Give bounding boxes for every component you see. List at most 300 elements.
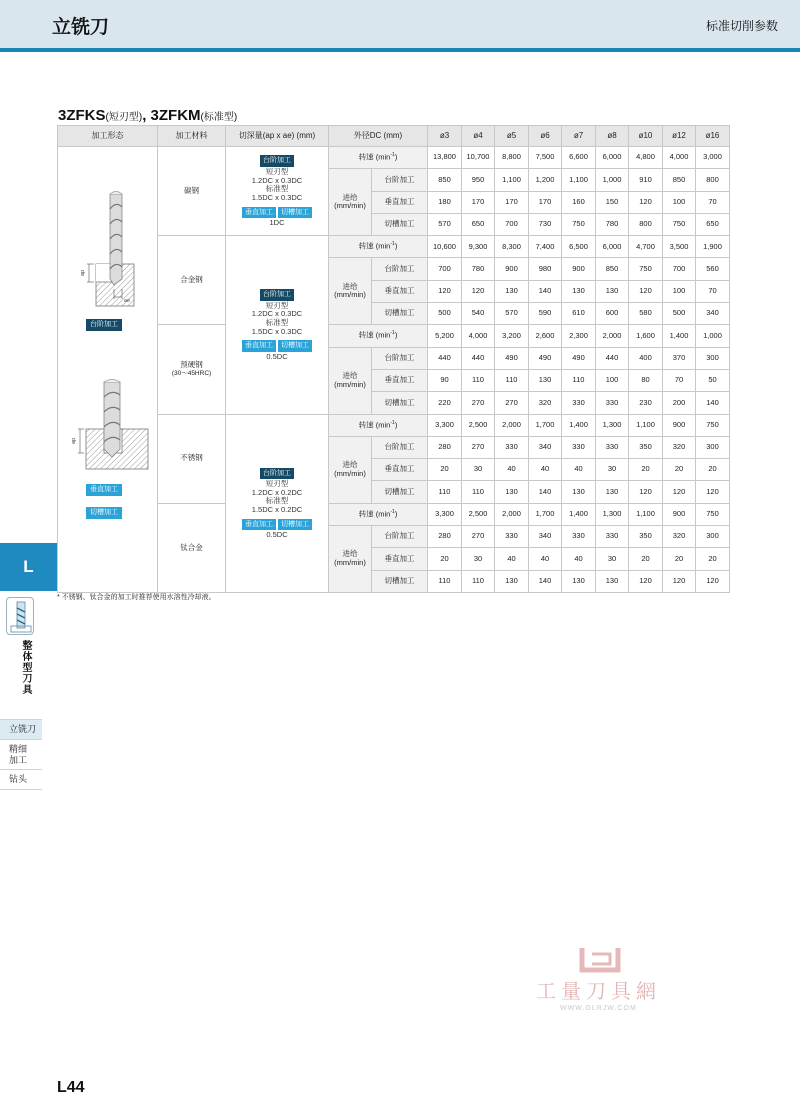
feed-value: 350 bbox=[629, 436, 663, 458]
feed-value: 220 bbox=[428, 392, 462, 414]
page-number: L44 bbox=[57, 1079, 85, 1096]
feed-value: 300 bbox=[696, 347, 730, 369]
feed-type-step: 台阶加工 bbox=[372, 169, 428, 191]
rpm-value: 900 bbox=[663, 414, 696, 436]
feed-type-step: 台阶加工 bbox=[372, 526, 428, 548]
material-name: 合金钢 bbox=[180, 274, 203, 284]
feed-value: 100 bbox=[596, 369, 629, 391]
table-row bbox=[58, 414, 730, 436]
feed-value: 780 bbox=[462, 258, 495, 280]
depth-spec-line: 标准型 bbox=[265, 496, 289, 506]
rpm-label-exponent: -1 bbox=[390, 330, 395, 337]
slot-milling-illustration bbox=[78, 379, 148, 469]
feed-value: 120 bbox=[629, 191, 663, 213]
feed-value: 40 bbox=[529, 548, 562, 570]
depth-tag-slot: 切槽加工 bbox=[278, 519, 312, 531]
feed-value: 150 bbox=[596, 191, 629, 213]
rpm-value: 1,000 bbox=[696, 325, 730, 347]
feed-type-vertical: 垂直加工 bbox=[372, 280, 428, 302]
feed-value: 140 bbox=[529, 280, 562, 302]
feed-value: 170 bbox=[462, 191, 495, 213]
feed-value: 440 bbox=[462, 347, 495, 369]
rpm-value: 9,300 bbox=[462, 236, 495, 258]
product-type-standard: (标准型) bbox=[200, 112, 238, 123]
feed-value: 40 bbox=[495, 548, 529, 570]
feed-value: 330 bbox=[596, 392, 629, 414]
rpm-value: 3,300 bbox=[428, 414, 462, 436]
depth-tag-step: 台阶加工 bbox=[260, 155, 294, 167]
rpm-label-exponent: -1 bbox=[390, 241, 395, 248]
rpm-value: 7,400 bbox=[529, 236, 562, 258]
feed-label bbox=[329, 169, 372, 236]
col-header-shape: 加工形态 bbox=[58, 126, 158, 147]
feed-value: 800 bbox=[696, 169, 730, 191]
feed-value: 80 bbox=[629, 369, 663, 391]
rpm-value: 1,100 bbox=[629, 414, 663, 436]
cutting-depth-cell bbox=[226, 147, 329, 236]
depth-spec-line: 1.5DC x 0.3DC bbox=[251, 192, 303, 202]
rpm-value: 4,000 bbox=[462, 325, 495, 347]
feed-value: 850 bbox=[596, 258, 629, 280]
feed-value: 110 bbox=[428, 481, 462, 503]
rpm-value: 1,700 bbox=[529, 414, 562, 436]
feed-value: 110 bbox=[495, 369, 529, 391]
col-header-size: ø4 bbox=[462, 126, 495, 147]
feed-value: 140 bbox=[529, 570, 562, 592]
feed-value: 330 bbox=[495, 526, 529, 548]
feed-value: 330 bbox=[596, 526, 629, 548]
rpm-value: 8,800 bbox=[495, 147, 529, 169]
feed-value: 20 bbox=[696, 548, 730, 570]
rpm-label-text: 转速 (min bbox=[358, 420, 391, 430]
feed-value: 1,000 bbox=[596, 169, 629, 191]
rpm-value: 3,300 bbox=[428, 503, 462, 525]
rpm-label-exponent: -1 bbox=[390, 152, 395, 159]
depth-spec-line: 1.2DC x 0.3DC bbox=[251, 309, 303, 319]
feed-value: 330 bbox=[596, 436, 629, 458]
depth-tag-step: 台阶加工 bbox=[260, 468, 294, 480]
depth-tag-vertical: 垂直加工 bbox=[242, 519, 276, 531]
rpm-label bbox=[329, 147, 428, 169]
feed-value: 730 bbox=[529, 213, 562, 235]
feed-label bbox=[329, 526, 372, 593]
rpm-value: 2,000 bbox=[596, 325, 629, 347]
product-title bbox=[58, 107, 237, 124]
watermark-url: WWW.GLRJW.COM bbox=[560, 1005, 637, 1012]
feed-label-text: 进给 bbox=[342, 460, 358, 470]
table-row bbox=[58, 325, 730, 347]
feed-value: 1,100 bbox=[562, 169, 596, 191]
rpm-label bbox=[329, 503, 428, 525]
header-bar bbox=[0, 0, 800, 48]
feed-value: 40 bbox=[562, 548, 596, 570]
rpm-label-close: ) bbox=[394, 420, 398, 430]
feed-value: 280 bbox=[428, 526, 462, 548]
feed-value: 850 bbox=[663, 169, 696, 191]
feed-value: 330 bbox=[562, 436, 596, 458]
feed-value: 440 bbox=[596, 347, 629, 369]
feed-type-step: 台阶加工 bbox=[372, 258, 428, 280]
feed-value: 20 bbox=[663, 459, 696, 481]
tag-slot-machining: 切槽加工 bbox=[86, 507, 122, 519]
depth-tag-vertical: 垂直加工 bbox=[242, 340, 276, 352]
depth-spec-line: 1.2DC x 0.2DC bbox=[251, 487, 303, 497]
material-cell bbox=[158, 414, 226, 503]
feed-value: 20 bbox=[629, 548, 663, 570]
feed-type-step: 台阶加工 bbox=[372, 347, 428, 369]
rpm-value: 750 bbox=[696, 414, 730, 436]
feed-value: 180 bbox=[428, 191, 462, 213]
feed-value: 30 bbox=[596, 459, 629, 481]
category-label: 整体型刀具 bbox=[20, 640, 31, 695]
feed-value: 270 bbox=[462, 392, 495, 414]
feed-value: 270 bbox=[495, 392, 529, 414]
feed-value: 120 bbox=[428, 280, 462, 302]
feed-value: 20 bbox=[629, 459, 663, 481]
feed-value: 980 bbox=[529, 258, 562, 280]
feed-type-vertical: 垂直加工 bbox=[372, 369, 428, 391]
feed-value: 120 bbox=[663, 570, 696, 592]
end-mill-illustrations bbox=[58, 149, 158, 590]
feed-value: 130 bbox=[495, 570, 529, 592]
feed-value: 570 bbox=[495, 303, 529, 325]
rpm-value: 2,600 bbox=[529, 325, 562, 347]
cutting-depth-cell bbox=[226, 414, 329, 592]
rpm-value: 4,000 bbox=[663, 147, 696, 169]
feed-value: 130 bbox=[596, 280, 629, 302]
feed-type-vertical: 垂直加工 bbox=[372, 459, 428, 481]
rpm-value: 1,600 bbox=[629, 325, 663, 347]
feed-value: 600 bbox=[596, 303, 629, 325]
feed-type-slot: 切槽加工 bbox=[372, 303, 428, 325]
feed-type-slot: 切槽加工 bbox=[372, 570, 428, 592]
side-menu-item-end-mill[interactable]: 立铣刀 bbox=[0, 719, 42, 740]
rpm-value: 4,700 bbox=[629, 236, 663, 258]
feed-value: 270 bbox=[462, 436, 495, 458]
feed-value: 320 bbox=[663, 526, 696, 548]
col-header-size: ø16 bbox=[696, 126, 730, 147]
feed-value: 30 bbox=[596, 548, 629, 570]
feed-value: 580 bbox=[629, 303, 663, 325]
feed-value: 700 bbox=[428, 258, 462, 280]
rpm-label bbox=[329, 325, 428, 347]
rpm-label bbox=[329, 236, 428, 258]
feed-unit-text: (mm/min) bbox=[334, 201, 366, 211]
depth-spec-line: 标准型 bbox=[265, 318, 289, 328]
table-row bbox=[58, 503, 730, 525]
rpm-value: 1,900 bbox=[696, 236, 730, 258]
feed-value: 40 bbox=[562, 459, 596, 481]
feed-value: 900 bbox=[495, 258, 529, 280]
feed-value: 120 bbox=[696, 570, 730, 592]
depth-spec-line: 短刃型 bbox=[265, 167, 289, 177]
rpm-label-text: 转速 (min bbox=[358, 152, 391, 162]
feed-label bbox=[329, 258, 372, 325]
col-header-size: ø7 bbox=[562, 126, 596, 147]
rpm-value: 2,500 bbox=[462, 503, 495, 525]
rpm-value: 1,400 bbox=[562, 414, 596, 436]
feed-value: 910 bbox=[629, 169, 663, 191]
feed-value: 800 bbox=[629, 213, 663, 235]
feed-unit-text: (mm/min) bbox=[334, 379, 366, 389]
product-separator: , bbox=[142, 107, 151, 124]
feed-type-step: 台阶加工 bbox=[372, 436, 428, 458]
depth-spec-line: 1.5DC x 0.2DC bbox=[251, 505, 303, 515]
side-menu-item-drill[interactable]: 钻头 bbox=[0, 770, 42, 790]
feed-value: 40 bbox=[529, 459, 562, 481]
product-type-short: (短刃型) bbox=[105, 112, 143, 123]
feed-value: 650 bbox=[696, 213, 730, 235]
depth-spec-line: 0.5DC bbox=[266, 530, 288, 540]
feed-value: 340 bbox=[696, 303, 730, 325]
feed-value: 130 bbox=[495, 481, 529, 503]
feed-value: 160 bbox=[562, 191, 596, 213]
feed-value: 20 bbox=[696, 459, 730, 481]
rpm-label-text: 转速 (min bbox=[358, 330, 391, 340]
feed-value: 170 bbox=[495, 191, 529, 213]
cutting-depth-cell bbox=[226, 236, 329, 414]
depth-tag-slot: 切槽加工 bbox=[278, 340, 312, 352]
feed-value: 340 bbox=[529, 526, 562, 548]
rpm-label-close: ) bbox=[394, 241, 398, 251]
rpm-value: 1,100 bbox=[629, 503, 663, 525]
feed-value: 330 bbox=[562, 526, 596, 548]
rpm-value: 13,800 bbox=[428, 147, 462, 169]
feed-value: 370 bbox=[663, 347, 696, 369]
rpm-label-exponent: -1 bbox=[390, 508, 395, 515]
feed-value: 90 bbox=[428, 369, 462, 391]
feed-value: 610 bbox=[562, 303, 596, 325]
material-note: (30～45HRC) bbox=[171, 370, 212, 378]
feed-value: 130 bbox=[529, 369, 562, 391]
feed-unit-text: (mm/min) bbox=[334, 557, 366, 567]
feed-value: 500 bbox=[428, 303, 462, 325]
feed-value: 20 bbox=[428, 459, 462, 481]
depth-spec-line: 短刃型 bbox=[265, 300, 289, 310]
feed-value: 560 bbox=[696, 258, 730, 280]
rpm-label bbox=[329, 414, 428, 436]
feed-value: 280 bbox=[428, 436, 462, 458]
feed-value: 330 bbox=[562, 392, 596, 414]
col-header-diameter: 外径DC (mm) bbox=[329, 126, 428, 147]
depth-spec-line: 标准型 bbox=[265, 184, 289, 194]
feed-value: 40 bbox=[495, 459, 529, 481]
feed-value: 350 bbox=[629, 526, 663, 548]
feed-value: 130 bbox=[562, 481, 596, 503]
footnote: * 不锈钢、钛合金的加工时推荐使用水溶性冷却液。 bbox=[57, 594, 216, 601]
rpm-value: 750 bbox=[696, 503, 730, 525]
feed-value: 70 bbox=[663, 369, 696, 391]
feed-value: 110 bbox=[562, 369, 596, 391]
feed-value: 120 bbox=[663, 481, 696, 503]
feed-label-text: 进给 bbox=[342, 370, 358, 380]
feed-value: 70 bbox=[696, 280, 730, 302]
feed-type-slot: 切槽加工 bbox=[372, 392, 428, 414]
feed-value: 110 bbox=[462, 481, 495, 503]
feed-value: 110 bbox=[462, 570, 495, 592]
feed-label bbox=[329, 436, 372, 503]
feed-label-text: 进给 bbox=[342, 281, 358, 291]
rpm-value: 900 bbox=[663, 503, 696, 525]
header-accent-line bbox=[0, 48, 800, 52]
depth-spec-line: 0.5DC bbox=[266, 352, 288, 361]
depth-spec-line: 短刃型 bbox=[265, 479, 289, 489]
col-header-depth: 切深量(ap x ae) (mm) bbox=[226, 126, 329, 147]
feed-value: 300 bbox=[696, 526, 730, 548]
rpm-value: 6,600 bbox=[562, 147, 596, 169]
feed-value: 100 bbox=[663, 191, 696, 213]
feed-value: 110 bbox=[462, 369, 495, 391]
feed-value: 130 bbox=[596, 570, 629, 592]
rpm-value: 3,200 bbox=[495, 325, 529, 347]
feed-value: 110 bbox=[428, 570, 462, 592]
feed-value: 570 bbox=[428, 213, 462, 235]
feed-value: 320 bbox=[529, 392, 562, 414]
feed-value: 750 bbox=[629, 258, 663, 280]
depth-spec-line: 1.5DC x 0.3DC bbox=[251, 326, 303, 336]
feed-value: 320 bbox=[663, 436, 696, 458]
feed-value: 140 bbox=[696, 392, 730, 414]
depth-spec-line: 1DC bbox=[269, 218, 285, 228]
table-row bbox=[58, 147, 730, 169]
material-name: 钛合金 bbox=[180, 542, 203, 552]
rpm-label-close: ) bbox=[394, 330, 398, 340]
rpm-value: 2,000 bbox=[495, 503, 529, 525]
feed-unit-text: (mm/min) bbox=[334, 468, 366, 478]
shoulder-milling-illustration bbox=[87, 191, 134, 306]
feed-value: 650 bbox=[462, 213, 495, 235]
feed-value: 50 bbox=[696, 369, 730, 391]
feed-value: 1,100 bbox=[495, 169, 529, 191]
feed-value: 130 bbox=[562, 280, 596, 302]
feed-unit-text: (mm/min) bbox=[334, 290, 366, 300]
feed-type-vertical: 垂直加工 bbox=[372, 548, 428, 570]
feed-value: 540 bbox=[462, 303, 495, 325]
rpm-value: 6,000 bbox=[596, 147, 629, 169]
feed-value: 230 bbox=[629, 392, 663, 414]
feed-value: 200 bbox=[663, 392, 696, 414]
material-name: 碳钢 bbox=[184, 185, 199, 195]
depth-spec-line: 1.2DC x 0.3DC bbox=[251, 175, 303, 185]
feed-value: 100 bbox=[663, 280, 696, 302]
rpm-label-close: ) bbox=[394, 509, 398, 519]
feed-value: 170 bbox=[529, 191, 562, 213]
rpm-value: 3,500 bbox=[663, 236, 696, 258]
feed-value: 270 bbox=[462, 526, 495, 548]
feed-value: 400 bbox=[629, 347, 663, 369]
rpm-value: 2,500 bbox=[462, 414, 495, 436]
tag-vertical-machining: 垂直加工 bbox=[86, 484, 122, 496]
feed-value: 590 bbox=[529, 303, 562, 325]
material-cell bbox=[158, 503, 226, 592]
feed-value: 20 bbox=[663, 548, 696, 570]
feed-label-text: 进给 bbox=[342, 192, 358, 202]
feed-value: 750 bbox=[663, 213, 696, 235]
feed-value: 700 bbox=[495, 213, 529, 235]
col-header-size: ø3 bbox=[428, 126, 462, 147]
section-title: 标准切削参数 bbox=[705, 19, 778, 33]
feed-value: 750 bbox=[562, 213, 596, 235]
rpm-value: 10,600 bbox=[428, 236, 462, 258]
col-header-size: ø10 bbox=[629, 126, 663, 147]
tag-step-machining: 台阶加工 bbox=[86, 319, 122, 331]
feed-value: 440 bbox=[428, 347, 462, 369]
material-cell bbox=[158, 236, 226, 325]
feed-value: 1,200 bbox=[529, 169, 562, 191]
feed-value: 780 bbox=[596, 213, 629, 235]
material-cell bbox=[158, 325, 226, 414]
ap-label-lower: ap bbox=[71, 437, 77, 444]
depth-tag-step: 台阶加工 bbox=[260, 289, 294, 301]
feed-value: 900 bbox=[562, 258, 596, 280]
table-row bbox=[58, 236, 730, 258]
feed-value: 490 bbox=[562, 347, 596, 369]
feed-value: 700 bbox=[663, 258, 696, 280]
col-header-size: ø12 bbox=[663, 126, 696, 147]
watermark-text: 工量刀具網 bbox=[536, 979, 661, 1003]
feed-value: 340 bbox=[529, 436, 562, 458]
rpm-value: 1,700 bbox=[529, 503, 562, 525]
rpm-value: 8,300 bbox=[495, 236, 529, 258]
feed-value: 130 bbox=[495, 280, 529, 302]
material-name: 预硬钢 bbox=[180, 360, 203, 370]
depth-tag-vertical: 垂直加工 bbox=[242, 207, 276, 219]
feed-value: 20 bbox=[428, 548, 462, 570]
rpm-value: 1,300 bbox=[596, 414, 629, 436]
feed-value: 300 bbox=[696, 436, 730, 458]
col-header-material: 加工材料 bbox=[158, 126, 226, 147]
col-header-size: ø5 bbox=[495, 126, 529, 147]
feed-value: 330 bbox=[495, 436, 529, 458]
feed-value: 130 bbox=[562, 570, 596, 592]
feed-type-vertical: 垂直加工 bbox=[372, 191, 428, 213]
feed-label-text: 进给 bbox=[342, 549, 358, 559]
side-menu bbox=[0, 719, 42, 790]
rpm-label-exponent: -1 bbox=[390, 419, 395, 426]
feed-value: 850 bbox=[428, 169, 462, 191]
feed-value: 950 bbox=[462, 169, 495, 191]
cutting-parameters-table bbox=[57, 125, 730, 593]
feed-value: 490 bbox=[529, 347, 562, 369]
rpm-value: 1,300 bbox=[596, 503, 629, 525]
feed-value: 120 bbox=[462, 280, 495, 302]
page-title: 立铣刀 bbox=[52, 17, 110, 38]
feed-value: 500 bbox=[663, 303, 696, 325]
col-header-size: ø6 bbox=[529, 126, 562, 147]
section-tab-l[interactable]: L bbox=[0, 543, 57, 591]
machining-shape-cell bbox=[58, 147, 158, 593]
rpm-value: 10,700 bbox=[462, 147, 495, 169]
rpm-value: 2,300 bbox=[562, 325, 596, 347]
rpm-value: 7,500 bbox=[529, 147, 562, 169]
rpm-value: 6,500 bbox=[562, 236, 596, 258]
feed-value: 490 bbox=[495, 347, 529, 369]
rpm-value: 6,000 bbox=[596, 236, 629, 258]
feed-value: 70 bbox=[696, 191, 730, 213]
rpm-value: 1,400 bbox=[562, 503, 596, 525]
rpm-value: 3,000 bbox=[696, 147, 730, 169]
ae-label: ae bbox=[124, 297, 131, 304]
feed-value: 140 bbox=[529, 481, 562, 503]
depth-tag-slot: 切槽加工 bbox=[278, 207, 312, 219]
feed-value: 120 bbox=[629, 570, 663, 592]
col-header-size: ø8 bbox=[596, 126, 629, 147]
table-header-row bbox=[58, 126, 730, 147]
product-code-short: 3ZFKS bbox=[58, 107, 106, 124]
side-menu-item-finishing[interactable]: 精细 加工 bbox=[0, 740, 42, 771]
feed-value: 120 bbox=[696, 481, 730, 503]
feed-value: 130 bbox=[596, 481, 629, 503]
